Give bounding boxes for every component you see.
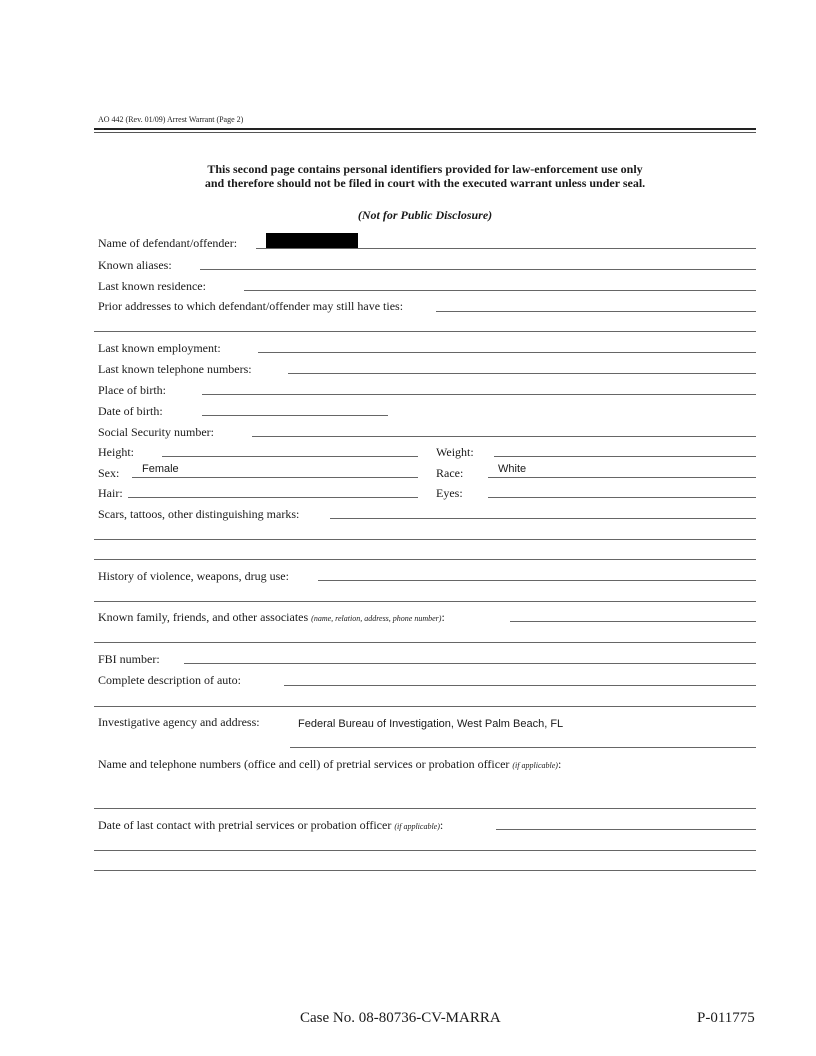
birth-date-field[interactable] (202, 415, 388, 416)
history-line-2[interactable] (94, 601, 756, 602)
associates-field[interactable] (510, 621, 756, 622)
birth-place-field[interactable] (202, 394, 756, 395)
residence-field[interactable] (244, 290, 756, 291)
associates-colon: : (441, 610, 445, 624)
name-label: Name of defendant/offender: (98, 236, 238, 250)
name-field[interactable] (256, 248, 756, 249)
notice-line-1: This second page contains personal identifiers provided for law-enforcement use only (207, 162, 643, 176)
sex-label: Sex: (98, 466, 120, 480)
header-rule-thin (94, 132, 756, 133)
sex-field[interactable] (132, 477, 418, 478)
name-redaction (266, 233, 358, 249)
last-contact-line-2[interactable] (94, 850, 756, 851)
history-field[interactable] (318, 580, 756, 581)
telephone-label: Last known telephone numbers: (98, 362, 252, 376)
eyes-label: Eyes: (436, 486, 463, 500)
sex-value: Female (142, 463, 179, 475)
race-field[interactable] (488, 477, 756, 478)
associates-label-text: Known family, friends, and other associates (98, 610, 309, 624)
pretrial-officer-field[interactable] (94, 808, 756, 809)
last-contact-note: (if applicable) (394, 822, 440, 831)
prior-addresses-label: Prior addresses to which defendant/offender may still have ties: (98, 299, 404, 313)
telephone-field[interactable] (288, 373, 756, 374)
marks-line-3[interactable] (94, 559, 756, 560)
birth-place-label: Place of birth: (98, 383, 166, 397)
employment-label: Last known employment: (98, 341, 221, 355)
marks-line-2[interactable] (94, 539, 756, 540)
ssn-field[interactable] (252, 436, 756, 437)
pretrial-officer-colon: : (557, 757, 562, 771)
weight-field[interactable] (494, 456, 756, 457)
agency-label: Investigative agency and address: (98, 715, 260, 729)
prior-addresses-line-2[interactable] (94, 331, 756, 332)
marks-label: Scars, tattoos, other distinguishing marks: (98, 507, 300, 521)
weight-label: Weight: (436, 445, 474, 459)
last-contact-line-3[interactable] (94, 870, 756, 871)
bates-number: P-011775 (697, 1010, 755, 1026)
pretrial-officer-label-text: Name and telephone numbers (office and cell) of pretrial services or probation officer (98, 757, 510, 771)
eyes-field[interactable] (488, 497, 756, 498)
race-label: Race: (436, 466, 464, 480)
associates-label (98, 610, 445, 626)
fbi-label: FBI number: (98, 652, 160, 666)
race-value: White (498, 463, 527, 475)
associates-note: (name, relation, address, phone number) (311, 614, 442, 623)
auto-label: Complete description of auto: (98, 673, 241, 687)
agency-value: Federal Bureau of Investigation, West Palm Beach, FL (298, 718, 564, 730)
aliases-label: Known aliases: (98, 258, 172, 272)
pretrial-officer-note: (if applicable) (512, 761, 558, 770)
residence-label: Last known residence: (98, 279, 206, 293)
last-contact-label (98, 818, 443, 834)
birth-date-label: Date of birth: (98, 404, 163, 418)
agency-field[interactable] (290, 747, 756, 748)
case-number: Case No. 08-80736-CV-MARRA (300, 1010, 501, 1026)
marks-field[interactable] (330, 518, 756, 519)
aliases-field[interactable] (200, 269, 756, 270)
auto-line-2[interactable] (94, 706, 756, 707)
form-identifier: AO 442 (Rev. 01/09) Arrest Warrant (Page 2) (98, 115, 244, 124)
auto-field[interactable] (284, 685, 756, 686)
history-label: History of violence, weapons, drug use: (98, 569, 289, 583)
last-contact-label-text: Date of last contact with pretrial services or probation officer (98, 818, 392, 832)
hair-field[interactable] (128, 497, 418, 498)
last-contact-colon: : (439, 818, 444, 832)
associates-line-2[interactable] (94, 642, 756, 643)
fbi-field[interactable] (184, 663, 756, 664)
pretrial-officer-label (98, 757, 561, 773)
last-contact-field[interactable] (496, 829, 756, 830)
ssn-label: Social Security number: (98, 425, 214, 439)
prior-addresses-field[interactable] (436, 311, 756, 312)
employment-field[interactable] (258, 352, 756, 353)
confidentiality-notice (94, 162, 756, 190)
header-rule-thick (94, 128, 756, 130)
hair-label: Hair: (98, 486, 123, 500)
height-field[interactable] (162, 456, 418, 457)
height-label: Height: (98, 445, 134, 459)
notice-line-2: and therefore should not be filed in court with the executed warrant unless under seal. (204, 176, 646, 190)
disclosure-notice: (Not for Public Disclosure) (357, 208, 493, 222)
